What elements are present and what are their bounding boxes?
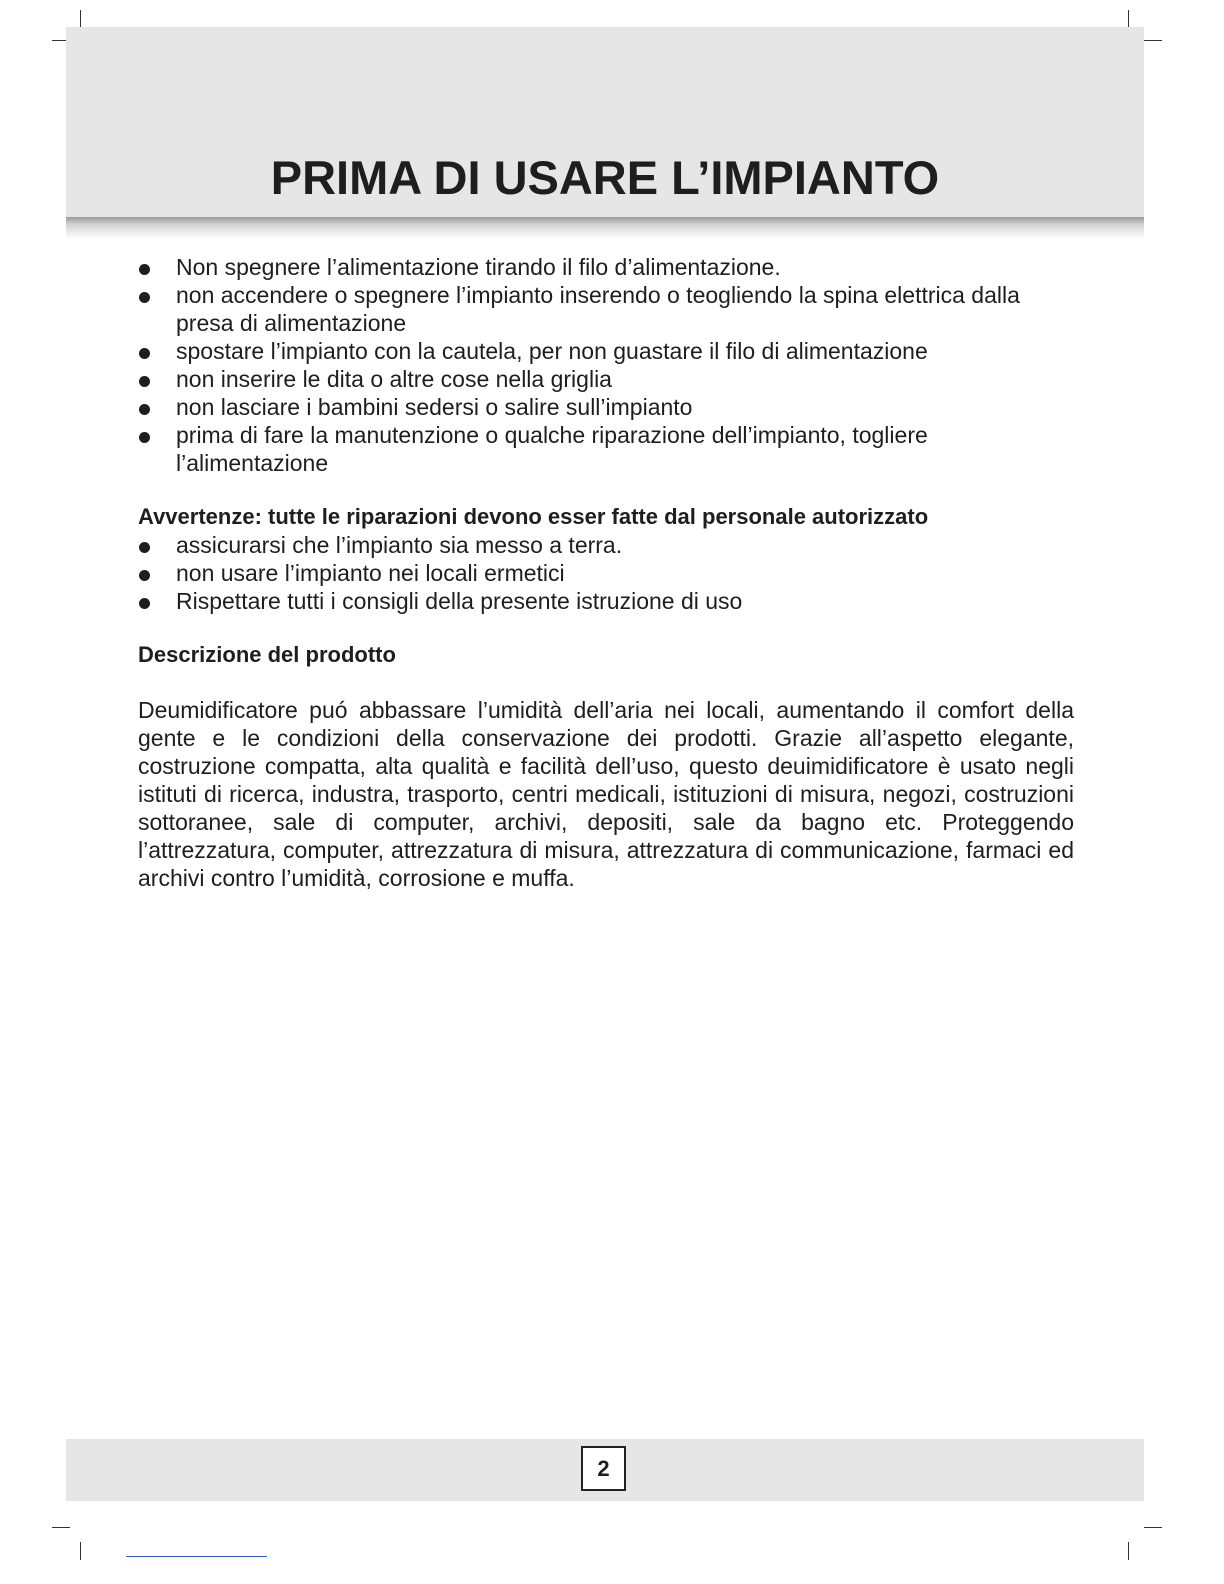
bullet-icon — [139, 264, 150, 275]
list-item-text: non usare l’impianto nei locali ermetici — [176, 560, 565, 586]
bullet-icon — [139, 432, 150, 443]
page-number: 2 — [581, 1446, 626, 1491]
crop-mark-top-right — [1128, 10, 1129, 28]
bullet-icon — [139, 570, 150, 581]
bullet-icon — [139, 348, 150, 359]
list-item — [138, 337, 1074, 365]
list-item-text: Non spegnere l’alimentazione tirando il filo d’alimentazione. — [176, 254, 781, 280]
crop-mark-bottom-right-h — [1144, 1527, 1162, 1528]
content — [138, 253, 1074, 892]
list-item — [138, 253, 1074, 281]
list-item — [138, 281, 1074, 337]
bullet-icon — [139, 292, 150, 303]
list-item-text: assicurarsi che l’impianto sia messo a terra. — [176, 532, 623, 558]
safety-list — [138, 253, 1074, 477]
crop-mark-bottom-left-h — [52, 1527, 70, 1528]
list-item — [138, 587, 1074, 615]
list-item — [138, 531, 1074, 559]
list-item-text: Rispettare tutti i consigli della presente istruzione di uso — [176, 588, 743, 614]
product-description: Deumidificatore puó abbassare l’umidità dell’aria nei locali, aumentando il comfort della gente e le condizioni della conservazione dei prodotti. Grazie all’aspetto elegante, costruzione compatta, alta qualità e facilità dell’uso, questo deuimidificatore è usato negli istituti di ricerca, industra, trasporto, centri medicali, istituzioni di misura, negozi, costruzioni sottoranee, sale di computer, archivi, depositi, sale da bagno etc. Proteggendo l’attrezzatura, computer, attrezzatura di misura, attrezzatura di communicazione, farmaci ed archivi contro l’umidità, corrosione e muffa. — [138, 697, 1074, 891]
page-title: PRIMA DI USARE L’IMPIANTO — [270, 151, 940, 204]
crop-mark-top-left — [80, 10, 81, 28]
header-shadow — [66, 217, 1144, 239]
list-item — [138, 421, 1074, 477]
crop-mark-bottom-right — [1128, 1542, 1129, 1560]
list-item — [138, 393, 1074, 421]
list-item-text: spostare l’impianto con la cautela, per non guastare il filo di alimentazione — [176, 338, 928, 364]
warning-text: Avvertenze: tutte le riparazioni devono esser fatte dal personale autorizzato — [138, 504, 929, 529]
section-heading: Descrizione del prodotto — [138, 642, 396, 667]
bullet-icon — [139, 376, 150, 387]
list-item-text: non accendere o spegnere l’impianto inserendo o teogliendo la spina elettrica dalla presa di alimentazione — [176, 282, 1020, 336]
safety-list-2 — [138, 531, 1074, 615]
bullet-icon — [139, 404, 150, 415]
crop-mark-bottom-left — [80, 1542, 81, 1560]
list-item — [138, 365, 1074, 393]
crop-mark-top-right-h — [1144, 40, 1162, 41]
link-underline — [126, 1556, 267, 1557]
bullet-icon — [139, 598, 150, 609]
list-item-text: non lasciare i bambini sedersi o salire sull’impianto — [176, 394, 693, 420]
bullet-icon — [139, 542, 150, 553]
list-item — [138, 559, 1074, 587]
list-item-text: non inserire le dita o altre cose nella griglia — [176, 366, 612, 392]
list-item-text: prima di fare la manutenzione o qualche riparazione dell’impianto, togliere l’alimentazione — [176, 422, 928, 476]
